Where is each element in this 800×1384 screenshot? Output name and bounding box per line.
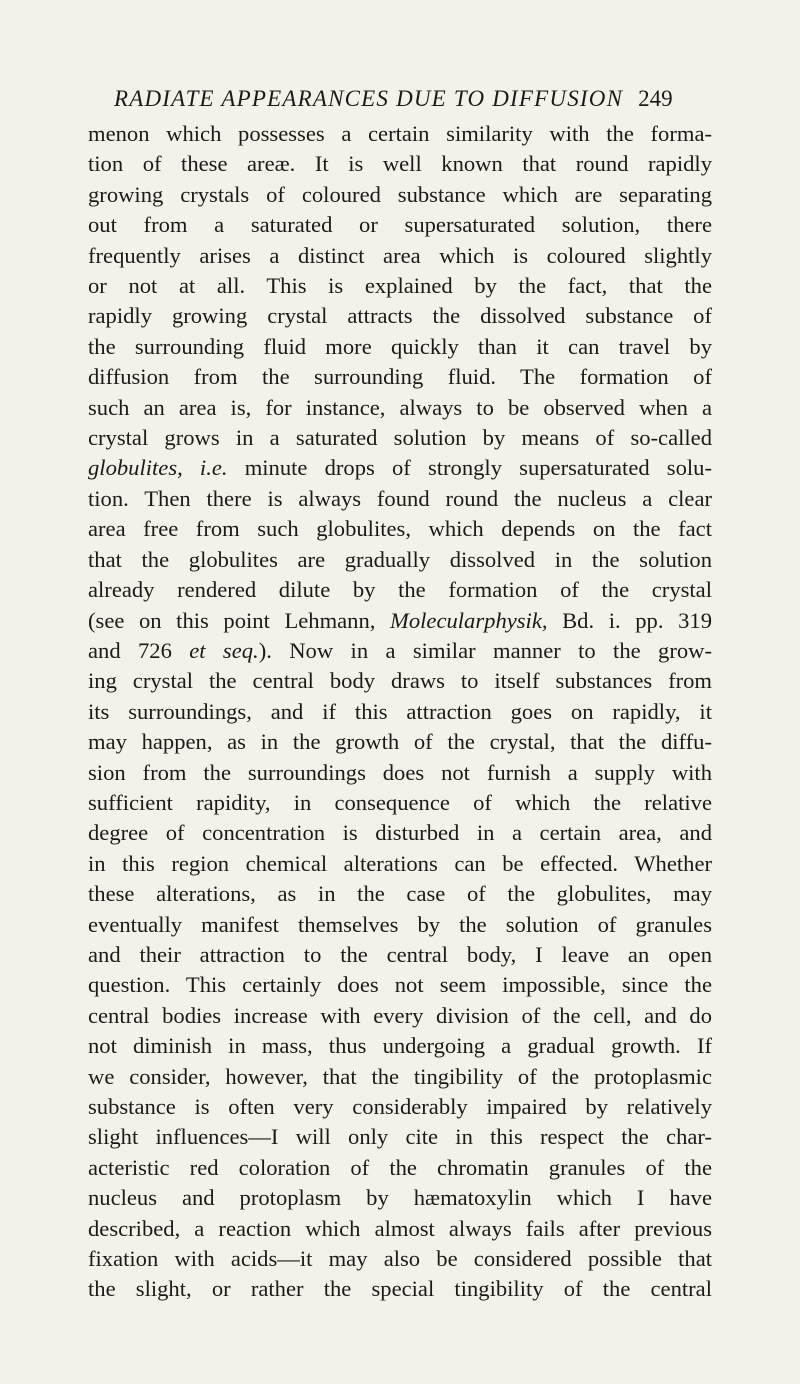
text-line — [88, 453, 712, 483]
running-head — [114, 86, 714, 112]
text-segment: minute drops of strongly supersaturated solu- — [227, 455, 712, 481]
text-line: out from a saturated or supersaturated solution, there — [88, 212, 712, 238]
text-line: eventually manifest themselves by the solution of granules — [88, 911, 712, 937]
text-line: diffusion from the surrounding fluid. The formation of — [88, 364, 712, 390]
text-line: the slight, or rather the special tingibility of the central — [88, 1276, 712, 1302]
text-line: crystal grows in a saturated solution by means of so-called — [88, 425, 712, 451]
text-line: tion. Then there is always found round the nucleus a clear — [88, 485, 712, 511]
text-line: acteristic red coloration of the chromatin granules of the — [88, 1154, 712, 1180]
text-line: substance is often very considerably impaired by relatively — [88, 1094, 712, 1119]
text-line: the surrounding fluid more quickly than it can travel by — [88, 333, 712, 359]
text-line: sufficient rapidity, in consequence of which the relative — [88, 789, 712, 815]
text-line: central bodies increase with every division of the cell, and do — [88, 1002, 712, 1028]
page-number: 249 — [638, 86, 673, 111]
text-line: area free from such globulites, which depends on the fact — [88, 516, 712, 542]
text-line: or not at all. This is explained by the fact, that the — [88, 273, 712, 299]
text-line: sion from the surroundings does not furnish a supply with — [88, 759, 712, 785]
italic-text: Molecularphysik, — [390, 607, 548, 633]
text-line: frequently arises a distinct area which is coloured slightly — [88, 242, 712, 268]
text-line: these alterations, as in the case of the globulites, may — [88, 881, 712, 907]
text-line: rapidly growing crystal attracts the dissolved substance of — [88, 303, 712, 329]
text-line: described, a reaction which almost always fails after previous — [88, 1215, 712, 1241]
running-title: RADIATE APPEARANCES DUE TO DIFFUSION — [114, 86, 624, 111]
text-line: such an area is, for instance, always to be observed when a — [88, 394, 712, 420]
text-line: not diminish in mass, thus undergoing a gradual growth. If — [88, 1033, 712, 1059]
text-line: that the globulites are gradually dissolved in the solution — [88, 546, 712, 572]
italic-text: globulites, i.e. — [88, 455, 228, 481]
text-line: ing crystal the central body draws to itself substances from — [88, 668, 712, 694]
text-line: nucleus and protoplasm by hæmatoxylin which I have — [88, 1185, 712, 1211]
text-segment: Bd. i. pp. 319 — [547, 607, 712, 633]
text-line: fixation with acids—it may also be considered possible that — [88, 1246, 712, 1272]
text-line: slight influences—I will only cite in this respect the char- — [88, 1124, 712, 1150]
text-segment: ). Now in a similar manner to the grow- — [258, 637, 712, 663]
text-line: growing crystals of coloured substance which are separating — [88, 181, 712, 207]
text-line: already rendered dilute by the formation of the crystal — [88, 577, 712, 603]
text-line — [88, 606, 712, 636]
text-line: degree of concentration is disturbed in a certain area, and — [88, 820, 712, 846]
text-line: menon which possesses a certain similarity with the forma- — [88, 121, 712, 146]
text-line: question. This certainly does not seem impossible, since the — [88, 972, 712, 998]
text-segment: and 726 — [88, 637, 190, 663]
text-line: in this region chemical alterations can be effected. Whether — [88, 850, 712, 876]
body-text — [88, 119, 712, 1305]
text-line: its surroundings, and if this attraction goes on rapidly, it — [88, 698, 712, 724]
italic-text: et seq. — [189, 637, 259, 663]
text-line — [88, 636, 712, 666]
text-segment: (see on this point Lehmann, — [88, 607, 391, 633]
text-line: tion of these areæ. It is well known that round rapidly — [88, 151, 712, 177]
text-line: we consider, however, that the tingibility of the protoplasmic — [88, 1063, 712, 1089]
text-line: and their attraction to the central body, I leave an open — [88, 941, 712, 967]
text-line: may happen, as in the growth of the crystal, that the diffu- — [88, 729, 712, 755]
